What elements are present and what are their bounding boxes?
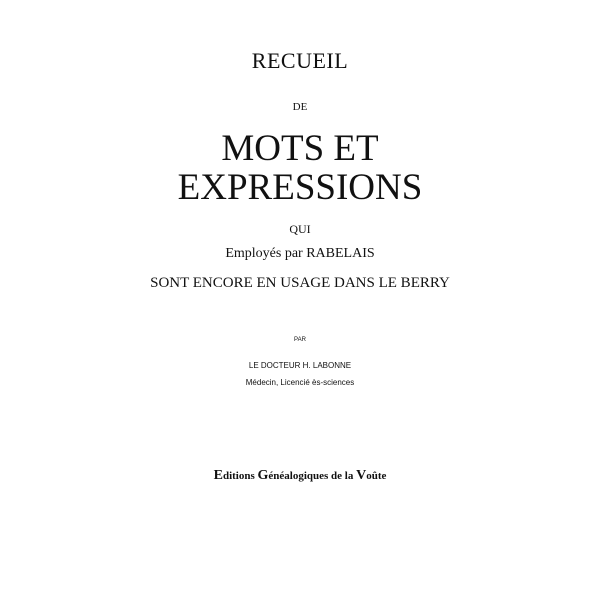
heading-recueil: RECUEIL [251, 48, 349, 73]
main-title-line2: EXPRESSIONS [177, 167, 423, 208]
heading-de: DE [292, 101, 308, 113]
publisher-name [0, 468, 600, 484]
subtitle-employes: Employés par RABELAIS [225, 246, 375, 261]
author-title: Médecin, Licencié ès-sciences [245, 378, 355, 387]
subtitle-sont: SONT ENCORE EN USAGE DANS LE BERRY [150, 275, 450, 291]
publisher-initial-v: V [356, 468, 367, 483]
by-label: PAR [294, 337, 306, 343]
main-title-line1: MOTS ET [221, 128, 379, 169]
publisher-text-3: oûte [366, 470, 387, 482]
author-name: LE DOCTEUR H. LABONNE [248, 361, 352, 370]
publisher-text-2: énéalogiques de la [268, 470, 357, 482]
publisher-text-1: ditions [222, 470, 258, 482]
publisher-initial-e: E [213, 468, 223, 483]
heading-qui: QUI [289, 222, 311, 236]
publisher-initial-g: G [257, 468, 269, 483]
